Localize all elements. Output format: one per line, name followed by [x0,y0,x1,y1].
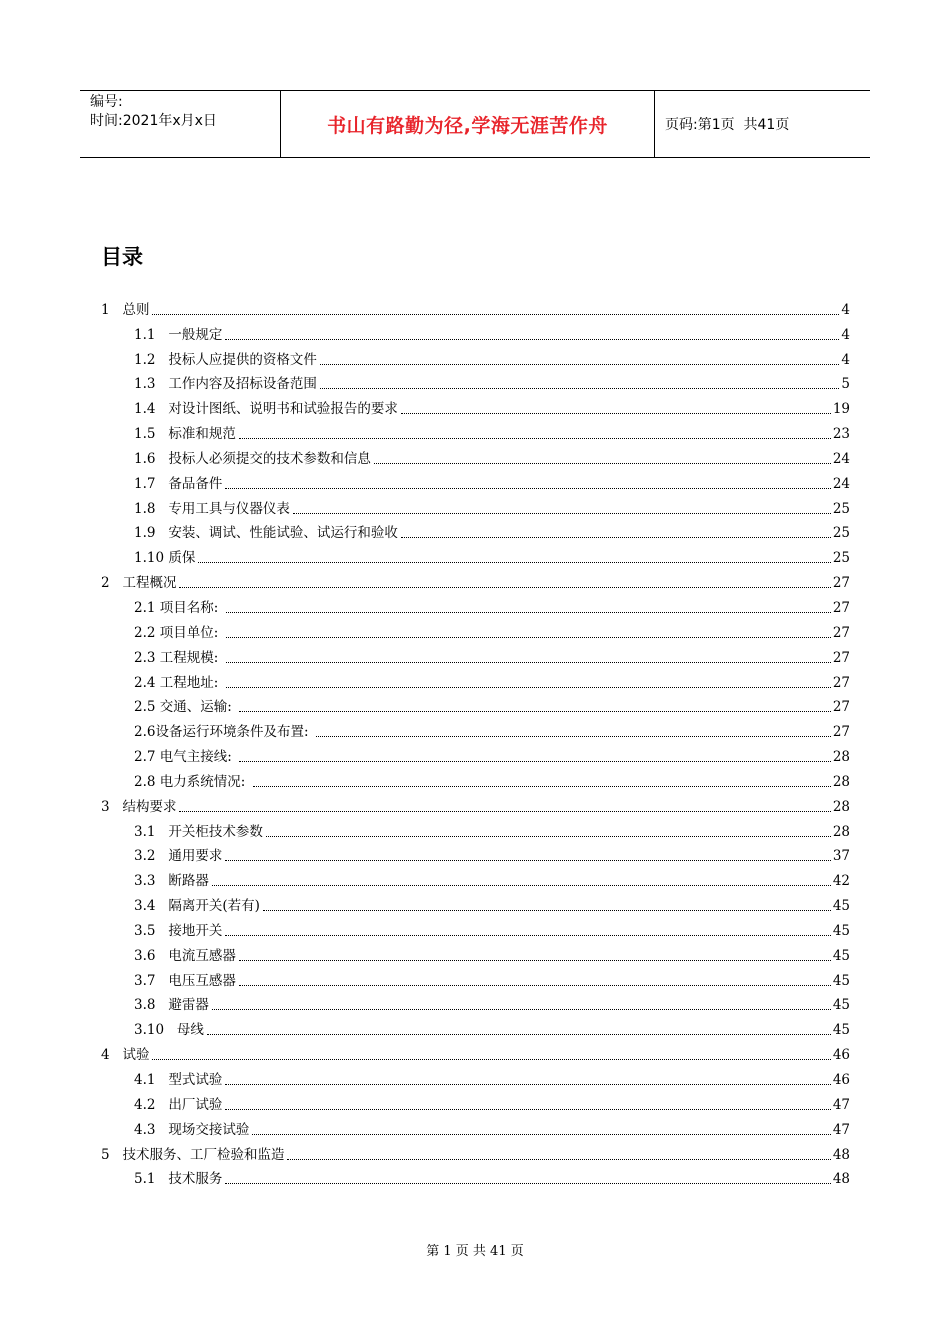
toc-leader-dots [253,785,831,787]
toc-entry-label: 2.3 工程规模: [134,649,223,666]
page-info-text: 页码:第1页 共41页 [665,117,790,133]
toc-entry-label: 3.3 断路器 [134,873,209,890]
toc-entry-page: 23 [832,426,850,443]
toc-entry[interactable] [101,443,850,468]
toc-entry-label: 2.5 交通、运输: [134,699,237,716]
toc-entry-label: 1.2 投标人应提供的资格文件 [134,351,317,368]
toc-leader-dots [207,1033,831,1035]
toc-entry-label: 5.1 技术服务 [134,1171,223,1188]
header-page-info [655,91,870,157]
toc-entry-label: 3.1 开关柜技术参数 [134,823,263,840]
toc-entry[interactable] [101,1114,850,1139]
toc-entry-page: 25 [832,525,850,542]
toc-leader-dots [225,338,839,340]
toc-entry[interactable] [101,741,850,766]
toc-entry-page: 28 [832,749,850,766]
toc-entry[interactable] [101,1064,850,1089]
toc-entry-page: 48 [832,1171,850,1188]
toc-entry-page: 28 [832,798,850,815]
toc-entry[interactable] [101,865,850,890]
toc-leader-dots [198,561,830,563]
toc-entry-page: 19 [832,401,850,418]
page-footer [0,1240,950,1259]
toc-entry[interactable] [101,542,850,567]
toc-leader-dots [263,909,831,911]
toc-entry-page: 27 [832,674,850,691]
toc-entry[interactable] [101,642,850,667]
toc-entry[interactable] [101,1014,850,1039]
toc-entry-label: 2.7 电气主接线: [134,749,237,766]
toc-entry[interactable] [101,518,850,543]
toc-entry-page: 4 [841,326,850,343]
toc-leader-dots [239,710,831,712]
toc-leader-dots [316,735,831,737]
toc-leader-dots [401,536,831,538]
toc-entry-label: 1.5 标准和规范 [134,426,236,443]
page-header [80,90,870,158]
toc-entry[interactable] [101,791,850,816]
toc-entry-page: 45 [832,997,850,1014]
toc-title: 目录 [101,245,143,269]
toc-entry-label: 3.2 通用要求 [134,848,223,865]
toc-entry[interactable] [101,766,850,791]
toc-entry-page: 4 [841,351,850,368]
toc-leader-dots [225,1083,830,1085]
toc-entry-label: 5 技术服务、工厂检验和监造 [101,1146,285,1163]
toc-leader-dots [179,810,830,812]
header-motto: 书山有路勤为径,学海无涯苦作舟 [281,91,655,157]
toc-entry-label: 1 总则 [101,301,150,318]
toc-entry-page: 25 [832,500,850,517]
toc-entry-page: 27 [832,724,850,741]
toc-entry-page: 28 [832,773,850,790]
toc-entry-label: 4.1 型式试验 [134,1072,223,1088]
toc-entry-page: 4 [841,301,850,318]
toc-entry-page: 42 [832,873,850,890]
toc-entry-label: 1.9 安装、调试、性能试验、试运行和验收 [134,525,398,542]
toc-leader-dots [152,313,839,315]
toc-entry-page: 48 [832,1146,850,1163]
toc-entry[interactable] [101,617,850,642]
toc-leader-dots [287,1158,830,1160]
toc-entry-label: 4 试验 [101,1047,150,1064]
toc-entry-label: 1.7 备品备件 [134,475,223,492]
toc-entry[interactable] [101,393,850,418]
toc-leader-dots [225,1108,830,1110]
toc-entry-page: 5 [841,376,850,393]
toc-entry-page: 45 [832,922,850,939]
toc-leader-dots [226,611,831,613]
toc-entry-label: 1.4 对设计图纸、说明书和试验报告的要求 [134,401,398,418]
toc-entry-page: 27 [832,699,850,716]
toc-entry-page: 27 [832,599,850,616]
toc-entry[interactable] [101,592,850,617]
toc-leader-dots [225,487,830,489]
toc-leader-dots [252,1133,830,1135]
toc-entry[interactable] [101,667,850,692]
toc-leader-dots [374,462,831,464]
toc-entry[interactable] [101,940,850,965]
toc-entry-label: 4.3 现场交接试验 [134,1121,250,1138]
toc-entry-page: 27 [832,649,850,666]
toc-entry[interactable] [101,294,850,319]
toc-entry-label: 3.10 母线 [134,1022,204,1039]
toc-entry-label: 2 工程概况 [101,575,177,592]
toc-entry-page: 27 [832,624,850,641]
toc-leader-dots [293,512,831,514]
toc-leader-dots [239,760,831,762]
toc-entry[interactable] [101,319,850,344]
toc-leader-dots [226,686,831,688]
toc-leader-dots [152,1058,830,1060]
toc-entry-label: 1.8 专用工具与仪器仪表 [134,500,290,517]
toc-entry[interactable] [101,344,850,369]
table-of-contents [101,294,850,1188]
toc-leader-dots [225,859,830,861]
toc-entry-page: 46 [832,1047,850,1064]
toc-entry-page: 24 [832,475,850,492]
toc-entry-label: 2.4 工程地址: [134,674,223,691]
toc-entry-label: 1.1 一般规定 [134,326,223,343]
toc-leader-dots [239,437,831,439]
toc-entry[interactable] [101,1039,850,1064]
toc-entry[interactable] [101,816,850,841]
toc-entry[interactable] [101,468,850,493]
toc-entry-page: 47 [832,1121,850,1138]
toc-entry-label: 3.5 接地开关 [134,922,223,939]
toc-entry[interactable] [101,990,850,1015]
toc-entry-page: 45 [832,947,850,964]
toc-entry[interactable] [101,493,850,518]
toc-entry-label: 2.2 项目单位: [134,624,223,641]
toc-entry-page: 37 [832,848,850,865]
toc-leader-dots [226,661,831,663]
toc-entry-label: 3.6 电流互感器 [134,947,236,964]
toc-leader-dots [225,934,830,936]
toc-entry-label: 4.2 出厂试验 [134,1096,223,1113]
toc-leader-dots [320,363,840,365]
toc-leader-dots [266,835,831,837]
toc-entry-page: 45 [832,1022,850,1039]
number-label: 编号: [90,94,123,110]
toc-entry-page: 24 [832,450,850,467]
toc-entry[interactable] [101,369,850,394]
toc-entry-label: 3.7 电压互感器 [134,972,236,989]
toc-entry[interactable] [101,716,850,741]
toc-entry-label: 1.6 投标人必须提交的技术参数和信息 [134,450,371,467]
toc-entry-label: 2.6设备运行环境条件及布置: [134,724,313,741]
toc-entry-page: 25 [832,550,850,567]
toc-leader-dots [320,387,840,389]
toc-entry-page: 47 [832,1096,850,1113]
toc-leader-dots [212,884,831,886]
toc-leader-dots [212,1008,831,1010]
toc-entry-page: 28 [832,823,850,840]
toc-entry-label: 3 结构要求 [101,798,177,815]
toc-leader-dots [179,586,830,588]
toc-entry-label: 1.10 质保 [134,550,196,567]
toc-entry[interactable] [101,965,850,990]
header-meta [80,91,281,157]
toc-leader-dots [239,959,831,961]
toc-leader-dots [225,1182,830,1184]
toc-entry-label: 2.8 电力系统情况: [134,773,250,790]
toc-entry-label: 2.1 项目名称: [134,599,223,616]
toc-entry[interactable] [101,841,850,866]
footer-text: 第 1 页 共 41 页 [426,1244,524,1259]
toc-entry[interactable] [101,1164,850,1189]
time-label: 时间:2021年x月x日 [90,113,217,129]
toc-entry[interactable] [101,1139,850,1164]
toc-leader-dots [239,984,831,986]
toc-entry[interactable] [101,692,850,717]
toc-entry[interactable] [101,890,850,915]
toc-entry[interactable] [101,567,850,592]
toc-entry-label: 1.3 工作内容及招标设备范围 [134,376,317,393]
toc-leader-dots [401,412,831,414]
toc-entry[interactable] [101,1089,850,1114]
toc-entry-label: 3.8 避雷器 [134,997,209,1014]
toc-entry[interactable] [101,418,850,443]
toc-entry-label: 3.4 隔离开关(若有) [134,898,260,915]
toc-entry-page: 45 [832,972,850,989]
toc-entry-page: 46 [832,1072,850,1088]
toc-entry-page: 27 [832,575,850,592]
toc-leader-dots [226,636,831,638]
toc-entry-page: 45 [832,898,850,915]
toc-entry[interactable] [101,915,850,940]
